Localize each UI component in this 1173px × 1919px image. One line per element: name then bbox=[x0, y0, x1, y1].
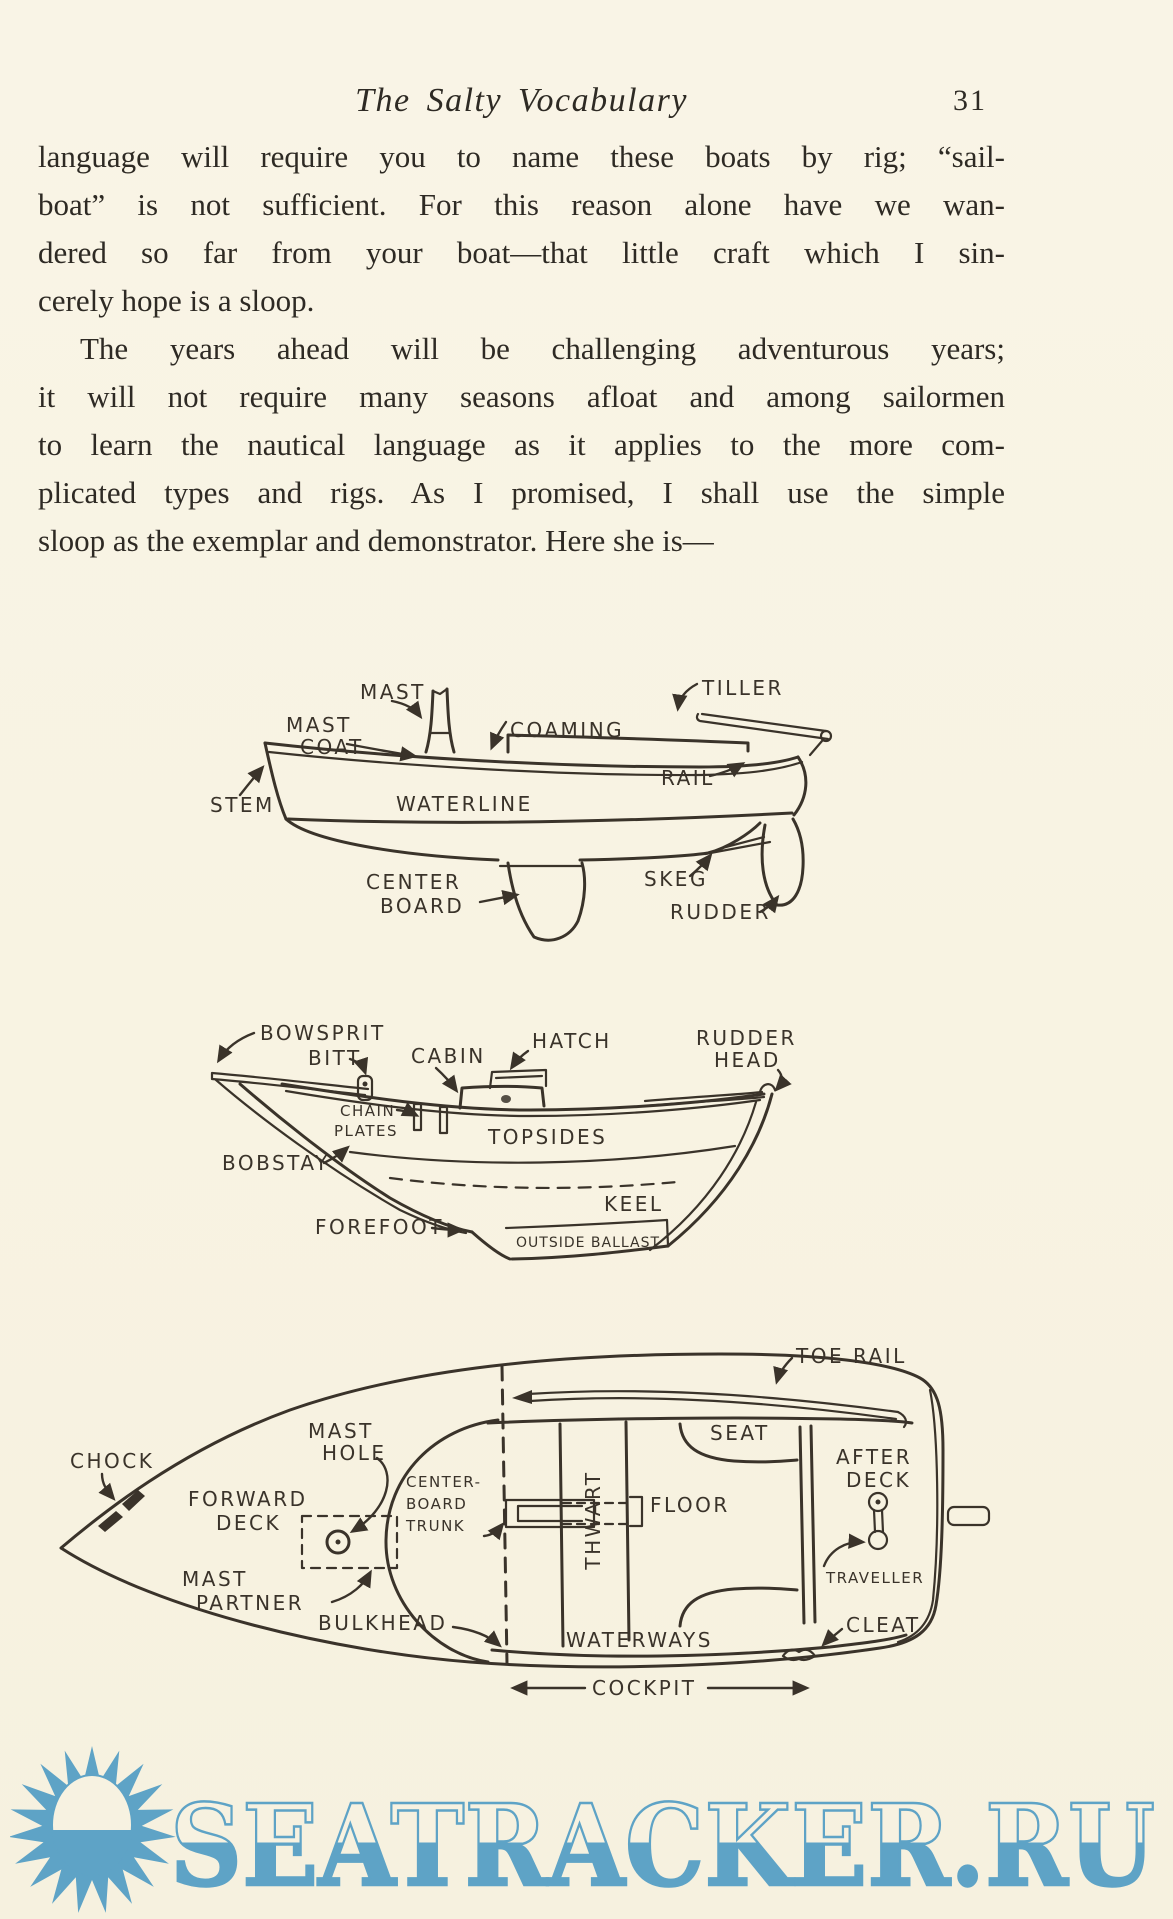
label-tiller: TILLER bbox=[702, 676, 784, 700]
label-mast-coat: COAT bbox=[300, 735, 364, 759]
label-rudder-head: HEAD bbox=[714, 1048, 781, 1072]
label-rudder: RUDDER bbox=[670, 900, 771, 924]
label-rail: RAIL bbox=[661, 766, 715, 790]
diagram-labels bbox=[222, 1021, 797, 1251]
diagram-labels bbox=[70, 1344, 924, 1700]
watermark bbox=[10, 1745, 1165, 1915]
label-forward-deck: FORWARD bbox=[188, 1487, 308, 1511]
label-cleat: CLEAT bbox=[846, 1613, 921, 1637]
label-seat: SEAT bbox=[710, 1421, 770, 1445]
page-title: The Salty Vocabulary bbox=[355, 82, 688, 119]
label-stem: STEM bbox=[210, 793, 275, 817]
label-rudder-head: RUDDER bbox=[696, 1026, 797, 1050]
label-chain-plates: PLATES bbox=[334, 1122, 399, 1140]
text-line: plicated types and rigs. As I promised, I shall use the simple bbox=[38, 475, 1005, 510]
label-mast-hole: HOLE bbox=[322, 1441, 387, 1465]
label-after-deck: DECK bbox=[846, 1468, 912, 1492]
text-line: language will require you to name these boats by rig; “sail- bbox=[38, 139, 1005, 174]
label-center-board-trunk: BOARD bbox=[406, 1495, 468, 1513]
text-line: The years ahead will be challenging adventurous years; bbox=[80, 331, 1005, 366]
label-center-board-trunk: CENTER- bbox=[406, 1473, 482, 1491]
label-mast-partner: MAST bbox=[182, 1567, 248, 1591]
label-cabin: CABIN bbox=[411, 1044, 486, 1068]
diagram-sloop-deck-plan bbox=[40, 1330, 1140, 1710]
label-after-deck: AFTER bbox=[836, 1445, 913, 1469]
label-cockpit: COCKPIT bbox=[592, 1676, 697, 1700]
label-skeg: SKEG bbox=[644, 867, 708, 891]
watermark-text: SEATRACKER.RU bbox=[170, 1781, 1155, 1912]
label-forefoot: FOREFOOT bbox=[315, 1215, 444, 1239]
label-floor: FLOOR bbox=[650, 1493, 730, 1517]
text-line: boat” is not sufficient. For this reason alone have we wan- bbox=[38, 187, 1005, 222]
label-topsides: TOPSIDES bbox=[488, 1125, 608, 1149]
text-line: dered so far from your boat—that little craft which I sin- bbox=[38, 235, 1005, 270]
page-header bbox=[38, 82, 1005, 128]
label-waterline: WATERLINE bbox=[396, 792, 533, 816]
paragraph bbox=[38, 325, 1005, 565]
label-center-board: BOARD bbox=[380, 894, 465, 918]
label-thwart: THWART bbox=[581, 1470, 605, 1570]
label-bulkhead: BULKHEAD bbox=[318, 1611, 448, 1635]
label-chain-plates: CHAIN bbox=[340, 1102, 396, 1120]
text-line: sloop as the exemplar and demonstrator. Here she is— bbox=[38, 523, 714, 558]
label-bowsprit: BOWSPRIT bbox=[260, 1021, 386, 1045]
label-waterways: WATERWAYS bbox=[566, 1628, 713, 1652]
label-center-board-trunk: TRUNK bbox=[406, 1517, 466, 1535]
label-mast-hole: MAST bbox=[308, 1419, 374, 1443]
diagram-sloop-profile-view bbox=[190, 1000, 810, 1280]
sun-icon bbox=[10, 1746, 176, 1913]
text-line: cerely hope is a sloop. bbox=[38, 283, 315, 318]
label-bitt: BITT bbox=[308, 1046, 362, 1070]
label-bobstay: BOBSTAY bbox=[222, 1151, 330, 1175]
label-traveller: TRAVELLER bbox=[826, 1569, 925, 1587]
text-line: to learn the nautical language as it applies to the more com- bbox=[38, 427, 1005, 462]
label-forward-deck: DECK bbox=[216, 1511, 282, 1535]
label-toe-rail: TOE RAIL bbox=[796, 1344, 907, 1368]
label-mast-coat: MAST bbox=[286, 713, 352, 737]
label-mast-partner: PARTNER bbox=[196, 1591, 305, 1615]
label-mast: MAST bbox=[360, 680, 426, 704]
paragraph bbox=[38, 133, 1005, 325]
page-number: 31 bbox=[953, 84, 987, 117]
label-hatch: HATCH bbox=[532, 1029, 612, 1053]
label-outside-ballast: OUTSIDE BALLAST bbox=[516, 1235, 661, 1251]
body-text bbox=[38, 133, 1005, 565]
diagram-sloop-side-view bbox=[60, 655, 860, 955]
text-line: it will not require many seasons afloat and among sailormen bbox=[38, 379, 1005, 414]
label-chock: CHOCK bbox=[70, 1449, 155, 1473]
label-keel: KEEL bbox=[604, 1192, 664, 1216]
label-coaming: COAMING bbox=[510, 718, 625, 742]
label-center-board: CENTER bbox=[366, 870, 462, 894]
